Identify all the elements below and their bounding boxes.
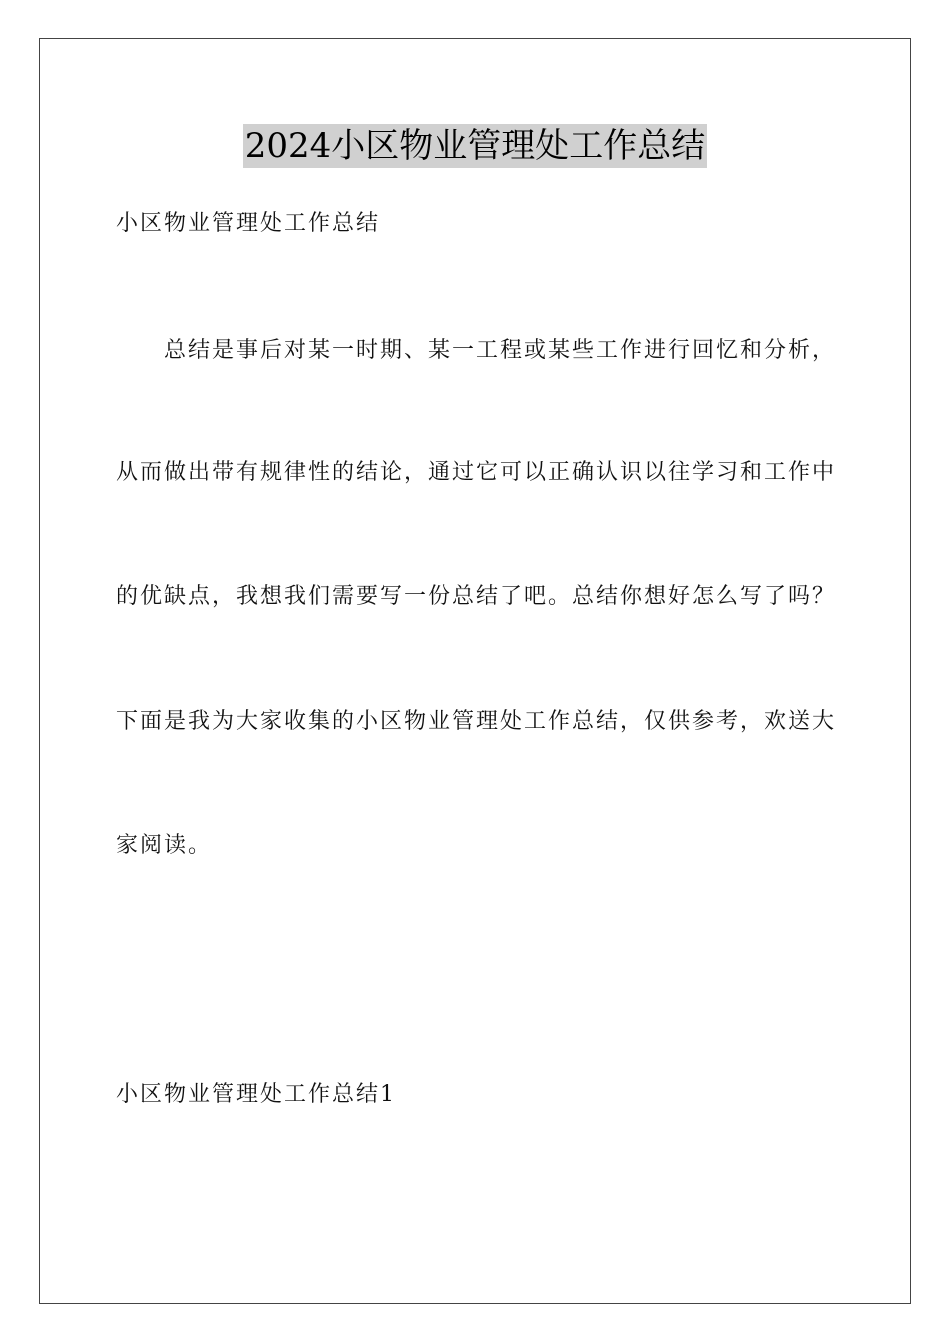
paragraph-line-4: 下面是我为大家收集的小区物业管理处工作总结，仅供参考，欢送大 — [116, 709, 837, 734]
paragraph-line-1: 总结是事后对某一时期、某一工程或某些工作进行回忆和分析， — [164, 338, 837, 363]
section-heading: 小区物业管理处工作总结1 — [116, 1082, 396, 1107]
document-title: 2024小区物业管理处工作总结 — [244, 126, 706, 166]
document-subtitle: 小区物业管理处工作总结 — [116, 211, 381, 236]
paragraph-line-3: 的优缺点，我想我们需要写一份总结了吧。总结你想好怎么写了吗？ — [116, 584, 837, 609]
title-container — [0, 124, 950, 168]
paragraph-line-2: 从而做出带有规律性的结论，通过它可以正确认识以往学习和工作中 — [116, 460, 837, 485]
paragraph-line-5: 家阅读。 — [116, 833, 213, 858]
